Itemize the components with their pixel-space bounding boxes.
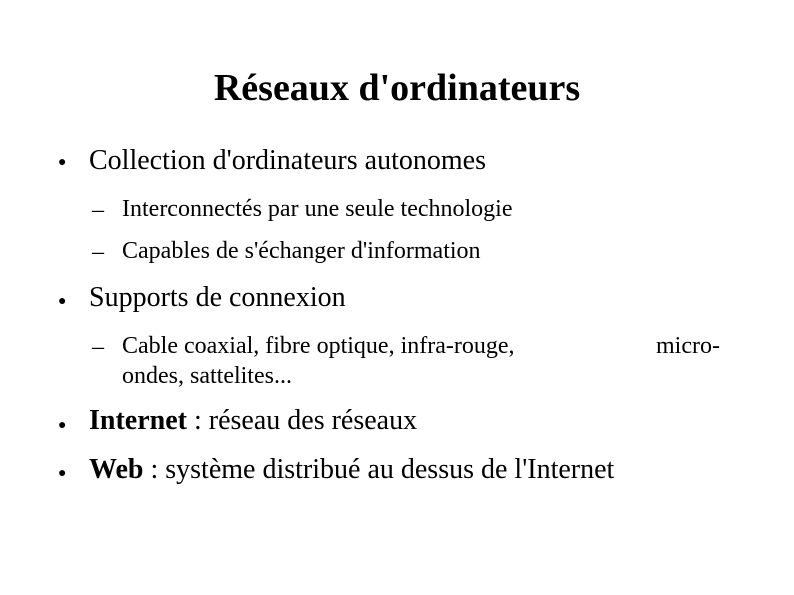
dash-icon: – — [92, 197, 104, 223]
sublist-item-capables: Capables de s'échanger d'information — [122, 238, 481, 264]
definition-internet: : réseau des réseaux — [186, 405, 418, 436]
sublist-item-cable-line1-end: micro- — [656, 333, 720, 359]
sublist-item-interconnectes: Interconnectés par une seule technologie — [122, 196, 513, 222]
list-item-supports: Supports de connexion — [89, 282, 346, 313]
list-item-collection: Collection d'ordinateurs autonomes — [89, 145, 486, 176]
list-item-web — [89, 454, 614, 486]
list-item-internet — [89, 405, 417, 437]
bullet-icon: ● — [58, 155, 67, 170]
term-web: Web — [89, 454, 144, 485]
definition-web: : système distribué au dessus de l'Internet — [143, 454, 615, 485]
bullet-icon: ● — [58, 418, 67, 433]
slide-title: Réseaux d'ordinateurs — [213, 67, 581, 109]
dash-icon: – — [92, 334, 104, 360]
sublist-item-cable-line1: Cable coaxial, fibre optique, infra-rouge, — [122, 333, 515, 359]
sublist-item-cable-line2: ondes, sattelites... — [122, 363, 292, 389]
term-internet: Internet — [89, 405, 187, 436]
bullet-icon: ● — [58, 466, 67, 481]
bullet-icon: ● — [58, 294, 67, 309]
dash-icon: – — [92, 239, 104, 265]
